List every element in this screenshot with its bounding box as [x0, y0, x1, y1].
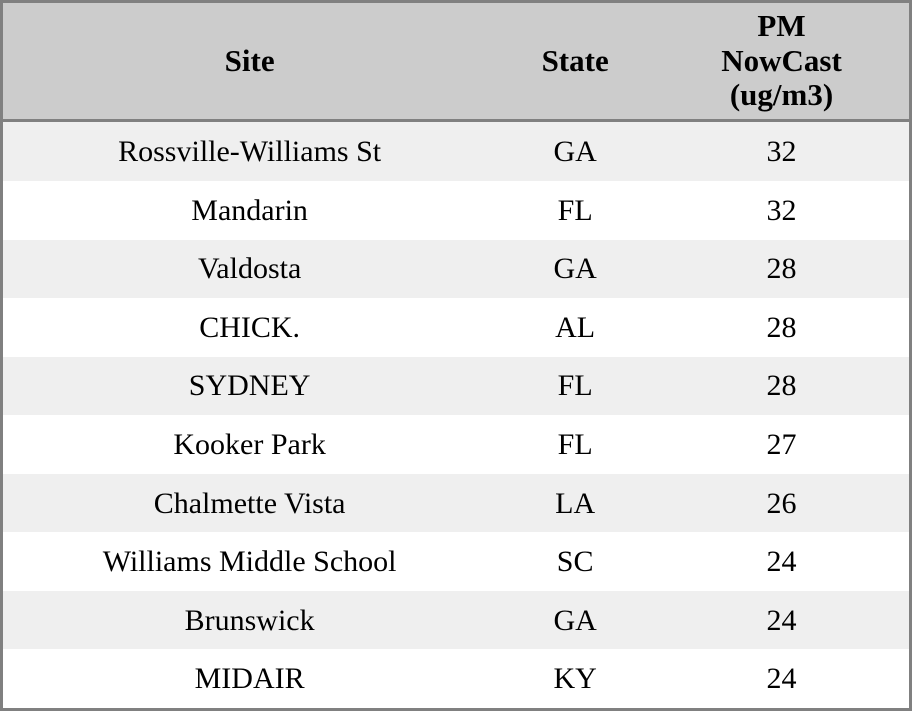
- table-row: [3, 357, 909, 416]
- cell-value: 24: [654, 591, 909, 650]
- cell-value: 32: [654, 181, 909, 240]
- cell-state: FL: [496, 415, 654, 474]
- column-header-site[interactable]: [3, 3, 496, 121]
- column-header-pm-nowcast[interactable]: [654, 3, 909, 121]
- cell-site: Kooker Park: [3, 415, 496, 474]
- cell-site: Williams Middle School: [3, 532, 496, 591]
- cell-value: 24: [654, 649, 909, 708]
- cell-value: 24: [654, 532, 909, 591]
- column-header-pm-nowcast-line3: (ug/m3): [729, 77, 834, 113]
- column-header-state-label: State: [541, 42, 609, 78]
- cell-site: Mandarin: [3, 181, 496, 240]
- table-header: [3, 3, 909, 121]
- cell-state: GA: [496, 240, 654, 299]
- cell-value: 28: [654, 357, 909, 416]
- cell-state: KY: [496, 649, 654, 708]
- column-header-pm-nowcast-line2: NowCast: [721, 42, 842, 78]
- cell-value: 27: [654, 415, 909, 474]
- cell-state: GA: [496, 121, 654, 181]
- cell-state: FL: [496, 357, 654, 416]
- cell-site: Chalmette Vista: [3, 474, 496, 533]
- cell-site: SYDNEY: [3, 357, 496, 416]
- table-row: [3, 591, 909, 650]
- cell-state: AL: [496, 298, 654, 357]
- cell-site: Valdosta: [3, 240, 496, 299]
- column-header-state[interactable]: [496, 3, 654, 121]
- pm-nowcast-table: [3, 3, 909, 708]
- table-row: [3, 121, 909, 181]
- table-row: [3, 181, 909, 240]
- table-row: [3, 649, 909, 708]
- table-row: [3, 474, 909, 533]
- cell-state: SC: [496, 532, 654, 591]
- column-header-site-label: Site: [224, 42, 275, 78]
- cell-site: MIDAIR: [3, 649, 496, 708]
- cell-state: FL: [496, 181, 654, 240]
- cell-value: 28: [654, 240, 909, 299]
- cell-site: Brunswick: [3, 591, 496, 650]
- cell-state: LA: [496, 474, 654, 533]
- table-row: [3, 532, 909, 591]
- table-row: [3, 240, 909, 299]
- table-header-row: [3, 3, 909, 121]
- cell-value: 28: [654, 298, 909, 357]
- cell-state: GA: [496, 591, 654, 650]
- cell-site: CHICK.: [3, 298, 496, 357]
- cell-value: 32: [654, 121, 909, 181]
- cell-value: 26: [654, 474, 909, 533]
- table-body: [3, 121, 909, 708]
- column-header-pm-nowcast-line1: PM: [757, 8, 806, 43]
- table-row: [3, 415, 909, 474]
- table-row: [3, 298, 909, 357]
- cell-site: Rossville-Williams St: [3, 121, 496, 181]
